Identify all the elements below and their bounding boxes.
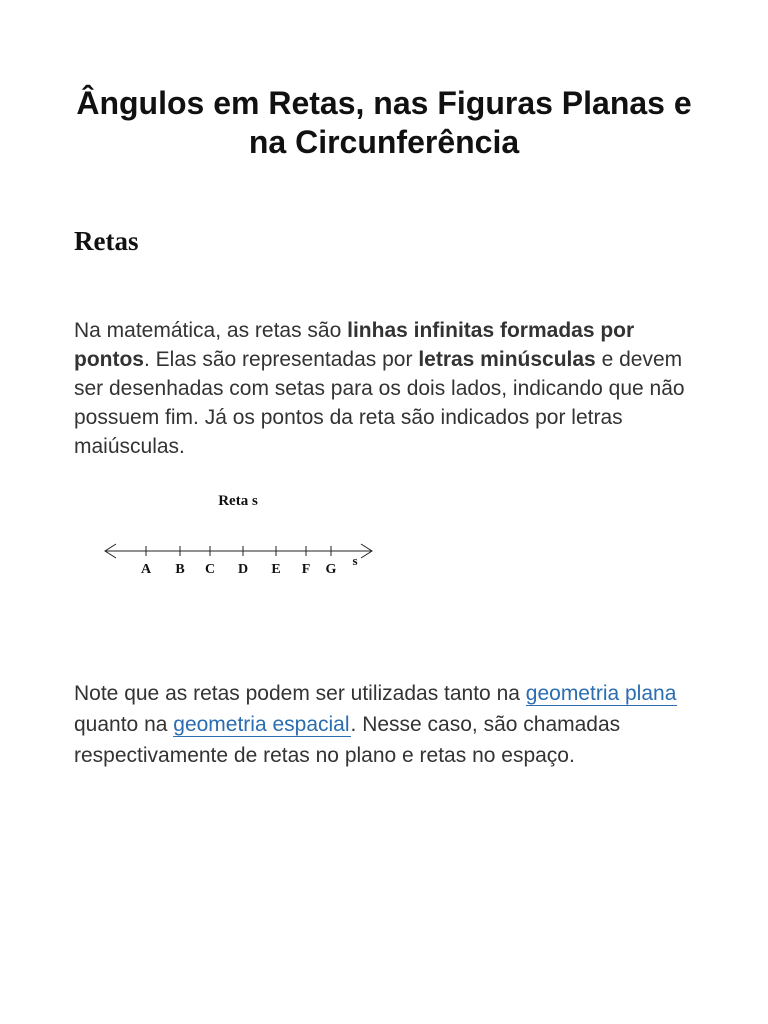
note-paragraph [74, 678, 700, 771]
point-label-d: D [237, 562, 249, 577]
line-label-s: s [352, 553, 358, 568]
link-geometria-plana[interactable]: geometria plana [525, 682, 677, 705]
reta-figure [100, 486, 390, 582]
section-heading-retas: Retas [74, 226, 139, 256]
intro-paragraph [74, 316, 700, 461]
note-text-2: quanto na [74, 713, 174, 736]
intro-text-2: . Elas são representadas por [143, 348, 419, 371]
intro-bold-1: linhas infinitas formadas por pontos [74, 319, 635, 371]
point-label-c: C [204, 562, 216, 577]
figure-caption: Reta s [218, 493, 258, 509]
point-label-f: F [301, 562, 311, 577]
intro-text-3: e devem ser desenhadas com setas para os dois lados, indicando que não possuem fim. Já os pontos da reta são indicados por letras maiúsculas. [74, 348, 685, 458]
intro-text-1: Na matemática, as retas são [74, 319, 348, 342]
intro-bold-2: letras minúsculas [418, 348, 596, 371]
point-label-a: A [140, 562, 152, 577]
point-label-e: E [271, 562, 281, 577]
reta-diagram [100, 486, 390, 582]
link-geometria-espacial[interactable]: geometria espacial [173, 713, 350, 736]
note-text-3: . Nesse caso, são chamadas respectivamente de retas no plano e retas no espaço. [74, 713, 621, 767]
page-title: Ângulos em Retas, nas Figuras Planas e na Circunferência [76, 85, 692, 160]
note-text-1: Note que as retas podem ser utilizadas tanto na [74, 682, 526, 705]
point-label-b: B [175, 562, 185, 577]
point-label-g: G [325, 562, 337, 577]
